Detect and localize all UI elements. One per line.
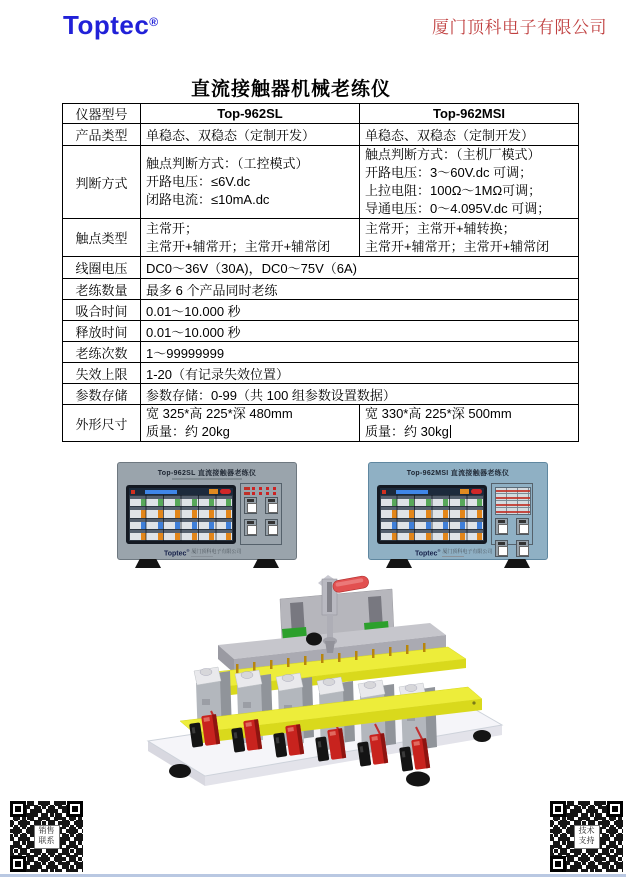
device-model-label: Top-962SL 直流接触器老练仪 xyxy=(157,470,257,477)
screen-stop-button xyxy=(471,489,482,494)
fixture-3d-render xyxy=(130,573,510,791)
touchscreen xyxy=(126,485,236,544)
panel-button xyxy=(265,497,278,514)
led-row xyxy=(244,487,278,490)
device-foot xyxy=(253,559,279,568)
spec-table xyxy=(62,103,579,442)
led-indicators xyxy=(252,492,278,495)
screen-alarm-icon xyxy=(131,490,135,494)
cell-right: 宽 330*高 225*深 500mm 质量：约 30kg xyxy=(360,405,579,442)
qr-finder-icon xyxy=(550,856,566,872)
screen-band xyxy=(130,507,232,517)
device-logo-company: 厦门顶科电子有限公司 xyxy=(191,549,242,555)
screen-title-text xyxy=(396,490,428,494)
screen-counter-box xyxy=(209,489,218,494)
screen-title-text xyxy=(145,490,177,494)
model-left: Top-962SL xyxy=(141,104,360,124)
table-row xyxy=(63,384,579,405)
qr-code-sales xyxy=(10,801,83,872)
row-label: 外形尺寸 xyxy=(63,405,141,442)
table-row xyxy=(63,321,579,342)
registered-mark: ® xyxy=(149,15,159,29)
device-top962msi xyxy=(368,462,548,560)
table-row xyxy=(63,257,579,279)
device-foot xyxy=(386,559,412,568)
led-label xyxy=(244,487,250,490)
led-indicators xyxy=(252,487,278,490)
screen-band xyxy=(130,496,232,506)
table-row xyxy=(63,300,579,321)
panel-button xyxy=(516,540,529,557)
row-label: 仪器型号 xyxy=(63,104,141,124)
cell-span: 1-20（有记录失效位置） xyxy=(141,363,579,384)
cell-span: 1～99999999 xyxy=(141,342,579,363)
screen-band xyxy=(381,496,483,506)
panel-button xyxy=(516,518,529,535)
cell-right: 单稳态、双稳态（定制开发） xyxy=(360,124,579,146)
panel-button xyxy=(244,497,257,514)
text-caret xyxy=(450,425,451,438)
screen-band xyxy=(381,519,483,529)
table-row xyxy=(63,219,579,257)
row-label: 参数存储 xyxy=(63,384,141,405)
toptec-logo: Toptec® xyxy=(63,10,159,40)
panel-button xyxy=(495,540,508,557)
table-row xyxy=(63,363,579,384)
row-label: 失效上限 xyxy=(63,363,141,384)
screen-grid xyxy=(129,495,233,541)
screen-stop-button xyxy=(220,489,231,494)
cell-span: 0.01～10.000 秒 xyxy=(141,321,579,342)
qr-finder-icon xyxy=(10,801,26,817)
led-label xyxy=(244,492,250,495)
device-logo: Toptec® 厦门顶科电子有限公司 xyxy=(164,547,242,557)
screen-titlebar xyxy=(380,488,484,495)
footer-rule xyxy=(0,874,626,877)
row-label: 吸合时间 xyxy=(63,300,141,321)
screen-grid xyxy=(380,495,484,541)
screen-band xyxy=(130,530,232,540)
table-row xyxy=(63,279,579,300)
qr-finder-icon xyxy=(10,856,26,872)
table-row xyxy=(63,342,579,363)
screen-band xyxy=(130,519,232,529)
control-panel xyxy=(491,483,533,545)
row-label: 产品类型 xyxy=(63,124,141,146)
row-label: 触点类型 xyxy=(63,219,141,257)
panel-button xyxy=(495,518,508,535)
screen-band xyxy=(381,507,483,517)
cell-right: 触点判断方式：（主机厂模式） 开路电压：3～60V.dc 可调； 上拉电阻：100Ω～1MΩ可调； 导通电压：0～4.095V.dc 可调； xyxy=(360,146,579,219)
fixture-foot xyxy=(406,772,430,787)
cell-span: 0.01～10.000 秒 xyxy=(141,300,579,321)
panel-buttons xyxy=(495,518,529,557)
device-foot xyxy=(135,559,161,568)
row-label: 老练次数 xyxy=(63,342,141,363)
panel-button xyxy=(244,519,257,536)
cell-left: 宽 325*高 225*深 480mm 质量：约 20kg xyxy=(141,405,360,442)
row-label: 老练数量 xyxy=(63,279,141,300)
model-right: Top-962MSI xyxy=(360,104,579,124)
qr-label: 技术 支持 xyxy=(574,825,600,849)
qr-finder-icon xyxy=(607,801,623,817)
device-top962sl xyxy=(117,462,297,560)
control-panel xyxy=(240,483,282,545)
table-row xyxy=(63,104,579,124)
cell-span: 最多 6 个产品同时老练 xyxy=(141,279,579,300)
screen-band xyxy=(381,530,483,540)
page-title: 直流接触器机械老练仪 xyxy=(190,79,391,100)
touchscreen xyxy=(377,485,487,544)
qr-code-support xyxy=(550,801,623,872)
qr-finder-icon xyxy=(67,801,83,817)
cell-span: DC0～36V（30A)，DC0～75V（6A) xyxy=(141,257,579,279)
table-row xyxy=(63,146,579,219)
clamp-handle xyxy=(332,575,370,593)
qr-finder-icon xyxy=(550,801,566,817)
panel-buttons xyxy=(244,497,278,536)
table-row xyxy=(63,124,579,146)
device-model-label: Top-962MSI 直流接触器老练仪 xyxy=(406,470,510,477)
indicator-table xyxy=(495,487,531,515)
device-logo-company: 厦门顶科电子有限公司 xyxy=(442,549,493,555)
qr-label: 销售 联系 xyxy=(34,825,60,849)
screen-alarm-icon xyxy=(382,490,386,494)
screen-titlebar xyxy=(129,488,233,495)
screen-counter-box xyxy=(460,489,469,494)
row-label: 判断方式 xyxy=(63,146,141,219)
led-row xyxy=(244,492,278,495)
device-foot xyxy=(504,559,530,568)
fixture-foot xyxy=(169,764,191,778)
row-label: 线圈电压 xyxy=(63,257,141,279)
fixture-foot xyxy=(473,730,491,742)
cell-span: 参数存储：0-99（共 100 组参数设置数据） xyxy=(141,384,579,405)
cell-right: 主常开；主常开+辅转换； 主常开+辅常开；主常开+辅常闭 xyxy=(360,219,579,257)
company-name: 厦门顶科电子有限公司 xyxy=(432,18,607,37)
table-row xyxy=(63,405,579,442)
row-label: 释放时间 xyxy=(63,321,141,342)
device-logo: Toptec® 厦门顶科电子有限公司 xyxy=(415,547,493,557)
cell-left: 主常开； 主常开+辅常开；主常开+辅常闭 xyxy=(141,219,360,257)
cell-left: 单稳态、双稳态（定制开发） xyxy=(141,124,360,146)
device-subtitle-line xyxy=(172,478,242,480)
panel-button xyxy=(265,519,278,536)
cell-left: 触点判断方式：（工控模式） 开路电压：≤6V.dc 闭路电流：≤10mA.dc xyxy=(141,146,360,219)
